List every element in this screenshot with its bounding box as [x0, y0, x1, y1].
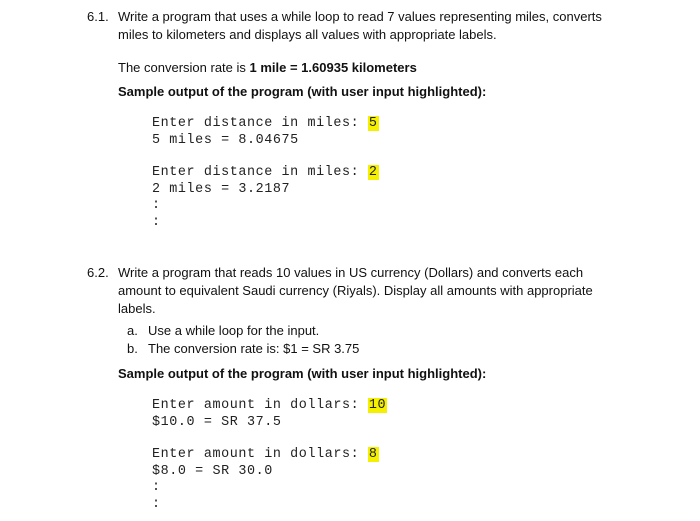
- q2-ellipsis-2: :: [152, 496, 161, 512]
- q2-user-input-2: 8: [368, 447, 378, 462]
- q2-number: 6.2.: [87, 265, 109, 280]
- list-item-letter: b.: [127, 341, 138, 356]
- q2-result-2: $8.0 = SR 30.0: [152, 463, 273, 479]
- q1-result-2: 2 miles = 3.2187: [152, 181, 291, 197]
- list-item: [127, 340, 359, 358]
- q1-output-line: [152, 165, 379, 182]
- q1-description: [118, 8, 602, 44]
- q1-ellipsis-1: :: [152, 198, 161, 213]
- q1-ellipsis-2: :: [152, 214, 161, 230]
- list-item-text: The conversion rate is: $1 = SR 3.75: [148, 341, 360, 356]
- q1-desc-line2: miles to kilometers and displays all values with appropriate labels.: [118, 27, 497, 42]
- q1-user-input-1: 5: [368, 116, 378, 131]
- q1-output-line: [152, 116, 379, 133]
- list-item: [127, 322, 359, 340]
- q2-prompt-1: Enter amount in dollars:: [152, 398, 368, 413]
- q2-prompt-2: Enter amount in dollars:: [152, 447, 368, 462]
- q1-user-input-2: 2: [368, 165, 378, 180]
- q2-output-line: [152, 447, 387, 464]
- q2-output-line: [152, 398, 387, 415]
- q2-sample-output: [152, 398, 387, 513]
- q2-desc-line1: Write a program that reads 10 values in US currency (Dollars) and converts each: [118, 265, 584, 280]
- q2-sample-heading: Sample output of the program (with user input highlighted):: [118, 366, 487, 381]
- list-item-letter: a.: [127, 323, 138, 338]
- q2-list: [127, 322, 359, 358]
- q1-desc-line1: Write a program that uses a while loop to read 7 values representing miles, converts: [118, 9, 602, 24]
- q1-conversion-rate: [118, 59, 417, 77]
- q1-prompt-2: Enter distance in miles:: [152, 165, 368, 180]
- q1-number: 6.1.: [87, 9, 109, 24]
- q2-description: [118, 264, 593, 318]
- q2-desc-line2: amount to equivalent Saudi currency (Riyals). Display all amounts with appropriate: [118, 283, 593, 298]
- q1-prompt-1: Enter distance in miles:: [152, 116, 368, 131]
- q2-result-1: $10.0 = SR 37.5: [152, 414, 282, 430]
- q2-user-input-1: 10: [368, 398, 387, 413]
- q1-rate-value: 1 mile = 1.60935 kilometers: [249, 60, 417, 75]
- list-item-text: Use a while loop for the input.: [148, 323, 320, 338]
- q2-desc-line3: labels.: [118, 301, 156, 316]
- q1-sample-output: [152, 116, 379, 231]
- q1-sample-heading: Sample output of the program (with user input highlighted):: [118, 84, 487, 99]
- q2-ellipsis-1: :: [152, 480, 161, 495]
- q1-rate-prefix: The conversion rate is: [118, 60, 250, 75]
- q1-result-1: 5 miles = 8.04675: [152, 132, 299, 148]
